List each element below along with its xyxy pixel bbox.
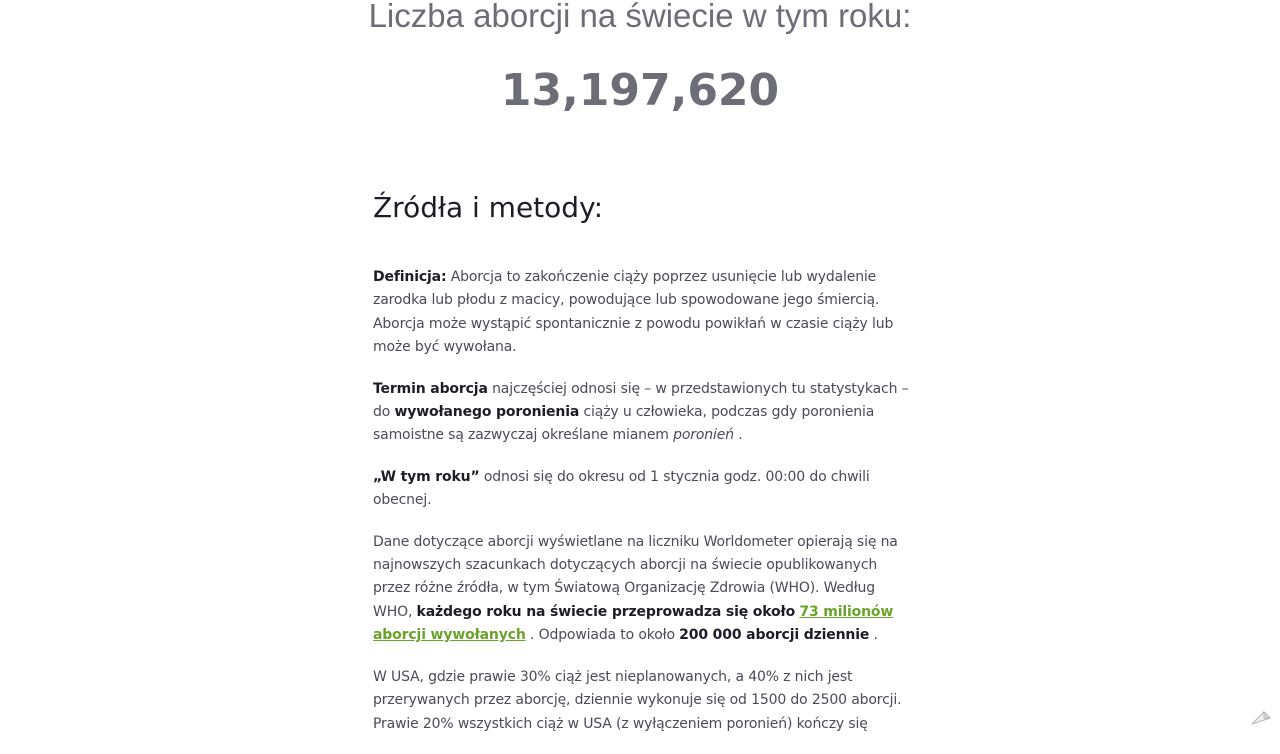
this-year-paragraph <box>373 466 913 513</box>
induced-abortion-bold: wywołanego poronienia <box>394 404 580 421</box>
sources-section <box>373 188 913 754</box>
abortion-counter-value: 13,197,620 <box>500 65 780 116</box>
data-paragraph <box>373 531 913 648</box>
definition-label: Definicja: <box>373 269 447 285</box>
term-text-3: . <box>733 427 743 444</box>
this-year-bold: „W tym roku” <box>373 468 480 485</box>
data-bold-2: 200 000 aborcji dziennie <box>679 627 870 644</box>
this-year-text: odnosi się do okresu od 1 stycznia godz. 00:00 do chwili obecnej. <box>373 468 870 509</box>
definition-text: Aborcja to zakończenie ciąży poprzez usunięcie lub wydalenie zarodka lub płodu z macicy, powodujące lub spowodowane jego śmiercią. Aborcja może wystąpić spontanicznie z powodu powikłań w czasie ciąży lub może być wywołana. <box>373 269 894 356</box>
usa-text: W USA, gdzie prawie 30% ciąż jest nieplanowanych, a 40% z nich jest przerywanych przez aborcję, dziennie wykonuje się od 1500 do 2500 aborcji. Prawie 20% wszystkich ciąż w USA (z wyłączeniem poronień) kończy się <box>373 668 902 732</box>
sources-heading: Źródła i metody: <box>373 191 604 224</box>
definition-paragraph <box>373 266 913 360</box>
data-text-2: . Odpowiada to około <box>525 627 680 644</box>
counter-title: Liczba aborcji na świecie w tym roku: <box>368 0 912 34</box>
miscarriage-italic: poronień <box>673 427 734 444</box>
term-text-1: najczęściej odnosi się – w przedstawionych tu statystykach – do <box>373 380 909 421</box>
data-bold-1: każdego roku na świecie przeprowadza się około <box>416 603 796 620</box>
who-abortions-link[interactable]: 73 milionów aborcji wywołanych <box>373 603 894 644</box>
term-bold: Termin aborcja <box>373 380 488 397</box>
term-text-2: ciąży u człowieka, podczas gdy poronienia samoistne są zazwyczaj określane mianem <box>373 404 875 444</box>
term-paragraph <box>373 378 913 448</box>
data-text-1: Dane dotyczące aborcji wyświetlane na liczniku Worldometer opierają się na najnowszych szacunkach dotyczących aborcji na świecie opublikowanych przez różne źródła, w tym Światową Organizację Zdrowia (WHO). Według WHO, <box>373 533 898 620</box>
data-text-3: . <box>869 627 878 644</box>
page-curl-icon[interactable] <box>1250 704 1272 726</box>
usa-paragraph <box>373 666 913 736</box>
